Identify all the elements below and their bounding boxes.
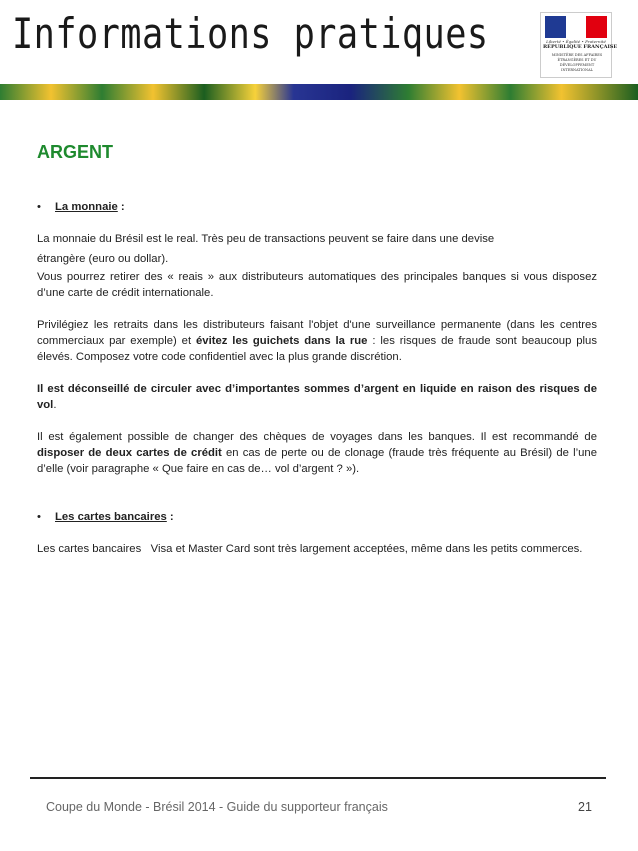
emphasis-cartes: disposer de deux cartes de crédit [37, 447, 222, 459]
page-title: Informations pratiques [12, 9, 489, 58]
header-banner-image [0, 84, 638, 100]
logo-motto: Liberté • Égalité • Fraternité [546, 39, 606, 44]
bullet-monnaie [37, 199, 597, 215]
page-content [37, 140, 597, 559]
emphasis-warning: Il est déconseillé de circuler avec d’importantes sommes d’argent en liquide en raison des risques de vol [37, 383, 597, 411]
paragraph-cheques: Il est également possible de changer des chèques de voyages dans les banques. Il est recommandé de disposer de deux cartes de crédit en cas de perte ou de clonage (fraude très fréquente au Brésil) de l’une d’elle (voir paragraphe « Que faire en cas de… vol d’argent ? »). [37, 431, 597, 475]
bullet-icon: • [37, 511, 41, 523]
bullet-label: La monnaie [55, 201, 118, 213]
paragraph-monnaie-line1: La monnaie du Brésil est le real. Très peu de transactions peuvent se faire dans une devise [37, 233, 495, 245]
paragraph-monnaie-line2: étrangère (euro ou dollar). [37, 253, 169, 265]
paragraph-cartes: Les cartes bancaires Visa et Master Card sont très largement acceptées, même dans les petits commerces. [37, 543, 583, 555]
bullet-suffix: : [166, 511, 174, 523]
section-heading: ARGENT [37, 142, 113, 162]
footer-text: Coupe du Monde - Brésil 2014 - Guide du supporteur français [46, 800, 388, 814]
bullet-suffix: : [117, 201, 125, 213]
logo-republic: RÉPUBLIQUE FRANÇAISE [543, 44, 618, 50]
bullet-label: Les cartes bancaires [55, 511, 167, 523]
paragraph-warning: Il est déconseillé de circuler avec d’importantes sommes d’argent en liquide en raison des risques de vol. [37, 383, 597, 411]
logo-ministry: MINISTÈRE DES AFFAIRES ÉTRANGÈRES ET DU DÉVELOPPEMENT INTERNATIONAL [551, 53, 603, 72]
paragraph-distributeurs: Privilégiez les retraits dans les distributeurs faisant l'objet d'une surveillance permanente (dans les centres commerciaux par exemple) et évitez les guichets dans la rue : les risques de fraude sont beaucoup plus élevés. Composez votre code confidentiel avec la plus grande discrétion. [37, 319, 597, 363]
paragraph-retrait: Vous pourrez retirer des « reais » aux distributeurs automatiques des principales banques si vous disposez d’une carte de crédit internationale. [37, 271, 597, 299]
page-number: 21 [578, 800, 592, 814]
bullet-icon: • [37, 201, 41, 213]
footer-divider [30, 777, 606, 779]
french-flag-icon [545, 16, 607, 38]
bullet-cartes [37, 509, 597, 525]
page-header [0, 0, 638, 100]
republique-francaise-logo [540, 12, 618, 78]
emphasis-guichets: évitez les guichets dans la rue [196, 335, 368, 347]
